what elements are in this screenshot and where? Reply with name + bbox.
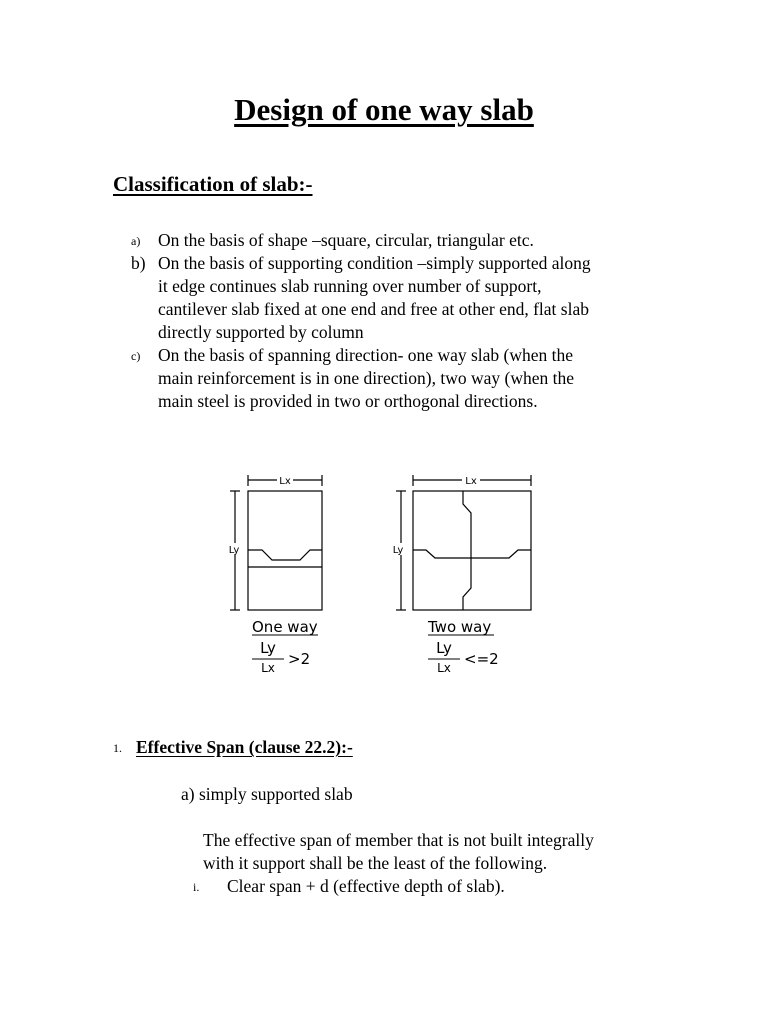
one-way-lx-label: Lx [279,476,291,487]
two-way-ratio-denominator: Lx [437,661,451,675]
one-way-ratio-relation: >2 [288,650,311,668]
text-line: cantilever slab fixed at one end and free at other end, flat slab [158,299,589,319]
one-way-ratio-numerator: Ly [260,639,276,657]
list-marker: c) [131,349,141,363]
two-way-ly-label: Ly [392,545,404,556]
list-marker: b) [131,253,146,273]
two-way-slab-outline [413,491,531,610]
text-line: On the basis of shape –square, circular, triangular etc. [158,230,534,250]
two-way-ratio-relation: <=2 [464,650,499,668]
section-heading-classification: Classification of slab:- [113,172,313,196]
roman-list-marker: i. [193,880,200,894]
one-way-ly-label: Ly [228,545,240,556]
paragraph-effective-span [203,829,594,875]
text-line: with it support shall be the least of the following. [203,853,548,873]
text-line: On the basis of supporting condition –simply supported along [158,253,591,273]
one-way-ratio-denominator: Lx [261,661,275,675]
one-way-caption: One way [252,618,318,636]
text-line: directly supported by column [158,322,364,342]
section-title-effective-span: Effective Span (clause 22.2):- [136,737,353,757]
two-way-lx-label: Lx [465,476,477,487]
one-way-slab-figure [230,475,322,610]
page-title: Design of one way slab [234,92,534,127]
text-line: main reinforcement is in one direction), two way (when the [158,368,574,388]
two-way-reinforcement-vertical [463,491,471,610]
section-number: 1. [113,741,122,755]
text-line: main steel is provided in two or orthogonal directions. [158,391,538,411]
text-line: it edge continues slab running over number of support, [158,276,542,296]
two-way-reinforcement-horizontal [413,550,531,558]
two-way-slab-figure [396,475,531,610]
two-way-ratio-numerator: Ly [436,639,452,657]
subsection-simply-supported: a) simply supported slab [181,784,353,804]
two-way-caption: Two way [428,618,492,636]
list-item-clear-span: Clear span + d (effective depth of slab). [227,876,505,896]
one-way-reinforcement [248,550,322,560]
text-line: On the basis of spanning direction- one way slab (when the [158,345,574,365]
list-marker: a) [131,234,141,248]
text-line: The effective span of member that is not built integrally [203,830,594,850]
